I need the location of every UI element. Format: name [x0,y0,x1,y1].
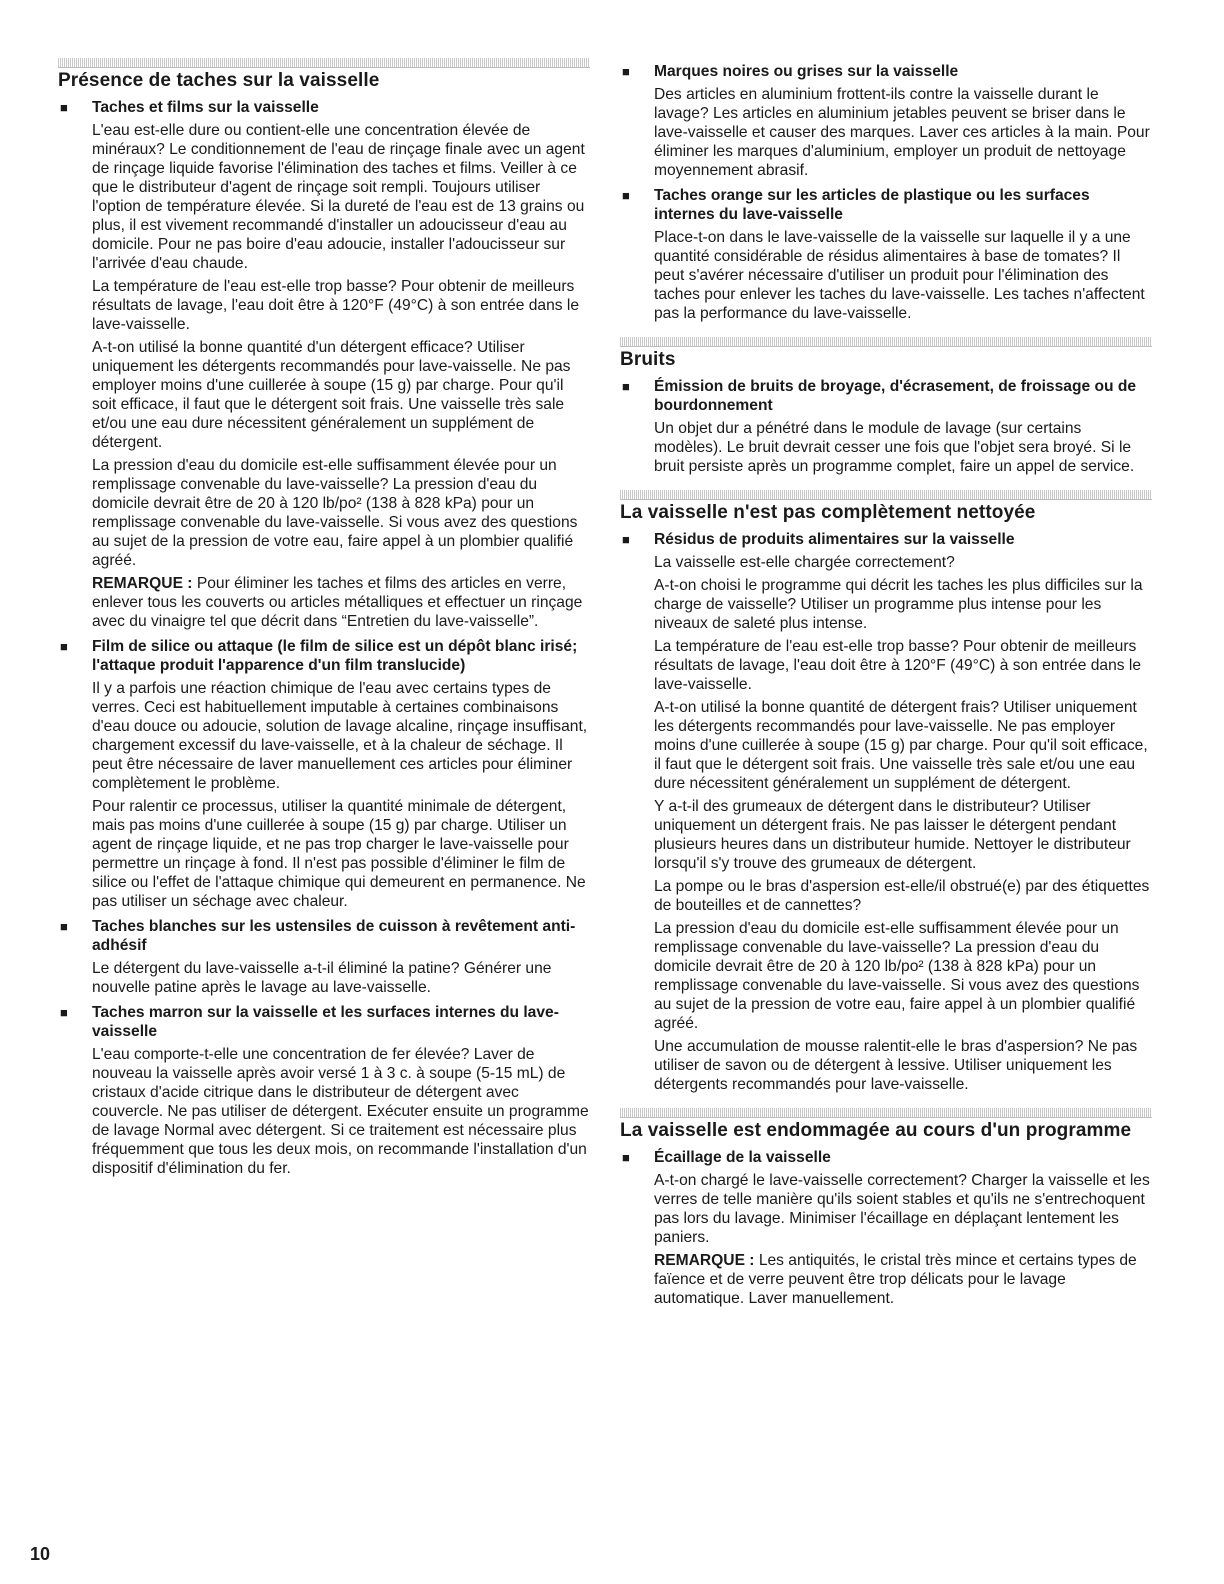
square-bullet-icon: ■ [60,100,68,115]
item-title: Émission de bruits de broyage, d'écrasement, de froissage ou de bourdonnement [654,378,1137,414]
troubleshooting-item [620,377,1152,476]
item-title: Taches blanches sur les ustensiles de cuisson à revêtement anti-adhésif [92,918,576,954]
paragraph: L'eau est-elle dure ou contient-elle une concentration élevée de minéraux? Le conditionnement de l'eau de rinçage finale avec un agent de rinçage liquide favorise l'élimination des taches et films. Veiller à ce que le distributeur d'agent de rinçage soit rempli. Toujours utiliser l'option de température élevée. Si la dureté de l'eau est de 13 grains ou plus, il est vivement recommandé d'installer un adoucisseur d'eau au domicile. Pour ne pas boire d'eau adoucie, installer l'adoucisseur sur l'arrivée d'eau chaude. [92,122,585,272]
item-heading [620,62,1152,81]
paragraph: L'eau comporte-t-elle une concentration de fer élevée? Laver de nouveau la vaisselle après avoir versé 1 à 3 c. à soupe (5-15 mL) de cristaux d'acide citrique dans le distributeur de détergent avec couvercle. Ne pas utiliser de détergent. Exécuter ensuite un programme de lavage Normal avec détergent. Si ce traitement est nécessaire plus fréquemment que tous les deux mois, on recommande l'installation d'un dispositif d'élimination du fer. [92,1046,589,1177]
section [620,490,1152,1094]
note-paragraph [654,1251,1152,1308]
paragraph: Pour ralentir ce processus, utiliser la quantité minimale de détergent, mais pas moins d'une cuillerée à soupe (15 g) par charge. Utiliser un agent de rinçage liquide, et ne pas trop charger le lave-vaisselle pour permettre un rinçage à fond. Il n'est pas possible d'éliminer le film de silice ou l'effet de l'attaque chimique qui demeurent en permanence. Ne pas utiliser un séchage avec chaleur. [92,798,586,910]
section-rule [620,337,1152,347]
item-title: Taches et films sur la vaisselle [92,99,319,116]
item-title: Film de silice ou attaque (le film de silice est un dépôt blanc irisé; l'attaque produit l'apparence d'un film translucide) [92,638,578,674]
paragraph: Y a-t-il des grumeaux de détergent dans le distributeur? Utiliser uniquement un détergent frais. Ne pas laisser le détergent pendant plusieurs heures dans un distributeur humide. Nettoyer le distributeur lorsqu'il s'y trouve des grumeaux de détergent. [654,798,1131,872]
section-title: Présence de taches sur la vaisselle [58,70,380,91]
right-column [620,58,1152,1322]
section-title: Bruits [620,349,676,370]
section-rule [58,58,590,68]
section-rule [620,490,1152,500]
paragraph: Place-t-on dans le lave-vaisselle de la vaisselle sur laquelle il y a une quantité considérable de résidus alimentaires à base de tomates? Il peut s'avérer nécessaire d'utiliser un produit pour l'élimination des taches pour enlever les taches du lave-vaisselle. Les taches n'affectent pas la performance du lave-vaisselle. [654,229,1145,322]
paragraph: A-t-on utilisé la bonne quantité de détergent frais? Utiliser uniquement les détergents recommandés pour lave-vaisselle. Ne pas employer moins d'une cuillerée à soupe (15 g) par charge. Pour qu'il soit efficace, il faut que le détergent soit frais. Une vaisselle très sale et/ou une eau dure nécessitent généralement un supplément de détergent. [654,699,1148,792]
note-label: REMARQUE : [654,1252,755,1269]
square-bullet-icon: ■ [622,532,630,547]
troubleshooting-item [620,1148,1152,1308]
item-title: Résidus de produits alimentaires sur la vaisselle [654,531,1015,548]
paragraph: La vaisselle est-elle chargée correctement? [654,554,955,571]
paragraph: Un objet dur a pénétré dans le module de lavage (sur certains modèles). Le bruit devrait cesser une fois que l'objet sera broyé. Si le bruit persiste après un programme complet, faire un appel de service. [654,420,1135,475]
paragraph: Des articles en aluminium frottent-ils contre la vaisselle durant le lavage? Les articles en aluminium jetables peuvent se briser dans le lave-vaisselle et causer des marques. Laver ces articles à la main. Pour éliminer les marques d'aluminium, employer un produit de nettoyage moyennement abrasif. [654,86,1150,179]
item-heading [58,637,590,675]
paragraph: A-t-on utilisé la bonne quantité d'un détergent efficace? Utiliser uniquement les détergents recommandés pour lave-vaisselle. Ne pas employer moins d'une cuillerée à soupe (15 g) par charge. Pour qu'il soit efficace, il faut que le détergent soit frais. Une vaisselle très sale et/ou une eau dure nécessitent généralement un supplément de détergent. [92,339,571,451]
item-title: Taches marron sur la vaisselle et les surfaces internes du lave-vaisselle [92,1004,559,1040]
note-paragraph [92,574,590,631]
troubleshooting-item [620,186,1152,323]
item-heading [58,98,590,117]
paragraph: La pression d'eau du domicile est-elle suffisamment élevée pour un remplissage convenable du lave-vaisselle? La pression d'eau du domicile devrait être de 20 à 120 lb/po² (138 à 828 kPa) pour un remplissage convenable du lave-vaisselle. Si vous avez des questions au sujet de la pression de votre eau, faire appel à un plombier qualifié agréé. [654,920,1140,1032]
note-text: Pour éliminer les taches et films des articles en verre, enlever tous les couverts ou articles métalliques et effectuer un rinçage avec du vinaigre tel que décrit dans “Entretien du lave-vaisselle”. [92,575,583,630]
paragraph: La température de l'eau est-elle trop basse? Pour obtenir de meilleurs résultats de lavage, l'eau doit être à 120°F (49°C) à son entrée dans le lave-vaisselle. [92,278,580,333]
troubleshooting-item [58,917,590,997]
item-heading [620,530,1152,549]
square-bullet-icon: ■ [622,64,630,79]
paragraph: Le détergent du lave-vaisselle a-t-il éliminé la patine? Générer une nouvelle patine après le lavage au lave-vaisselle. [92,960,552,996]
square-bullet-icon: ■ [60,639,68,654]
item-title: Taches orange sur les articles de plastique ou les surfaces internes du lave-vaisselle [654,187,1090,223]
troubleshooting-item [620,62,1152,180]
square-bullet-icon: ■ [622,188,630,203]
section [620,337,1152,476]
item-heading [58,917,590,955]
item-heading [58,1003,590,1041]
section [620,1108,1152,1308]
section-rule [620,1108,1152,1118]
note-text: Les antiquités, le cristal très mince et certains types de faïence et de verre peuvent être trop délicats pour le lavage automatique. Laver manuellement. [654,1252,1137,1307]
item-title: Écaillage de la vaisselle [654,1149,831,1166]
item-title: Marques noires ou grises sur la vaisselle [654,63,959,80]
section-continued [620,62,1152,323]
square-bullet-icon: ■ [60,919,68,934]
item-heading [620,1148,1152,1167]
troubleshooting-item [58,98,590,631]
item-heading [620,186,1152,224]
square-bullet-icon: ■ [60,1005,68,1020]
item-heading [620,377,1152,415]
section-title: La vaisselle est endommagée au cours d'un programme [620,1120,1132,1141]
paragraph: A-t-on choisi le programme qui décrit les taches les plus difficiles sur la charge de vaisselle? Utiliser un programme plus intense pour les niveaux de saleté plus intense. [654,577,1143,632]
troubleshooting-item [58,1003,590,1178]
paragraph: La pression d'eau du domicile est-elle suffisamment élevée pour un remplissage convenable du lave-vaisselle? La pression d'eau du domicile devrait être de 20 à 120 lb/po² (138 à 828 kPa) pour un remplissage convenable du lave-vaisselle. Si vous avez des questions au sujet de la pression de votre eau, faire appel à un plombier qualifié agréé. [92,457,578,569]
left-column [58,58,590,1192]
paragraph: La pompe ou le bras d'aspersion est-elle/il obstrué(e) par des étiquettes de bouteilles et de cannettes? [654,878,1150,914]
page-number: 10 [30,1544,51,1564]
square-bullet-icon: ■ [622,379,630,394]
section [58,58,590,1178]
troubleshooting-item [620,530,1152,1094]
section-title: La vaisselle n'est pas complètement nettoyée [620,502,1036,523]
note-label: REMARQUE : [92,575,193,592]
paragraph: Une accumulation de mousse ralentit-elle le bras d'aspersion? Ne pas utiliser de savon ou de détergent à lessive. Utiliser uniquement les détergents recommandés pour lave-vaisselle. [654,1038,1138,1093]
paragraph: A-t-on chargé le lave-vaisselle correctement? Charger la vaisselle et les verres de telle manière qu'ils soient stables et qu'ils ne s'entrechoquent pas lors du lavage. Minimiser l'écaillage en déplaçant lentement les paniers. [654,1172,1150,1246]
paragraph: La température de l'eau est-elle trop basse? Pour obtenir de meilleurs résultats de lavage, l'eau doit être à 120°F (49°C) à son entrée dans le lave-vaisselle. [654,638,1142,693]
square-bullet-icon: ■ [622,1150,630,1165]
troubleshooting-item [58,637,590,911]
paragraph: Il y a parfois une réaction chimique de l'eau avec certains types de verres. Ceci est habituellement imputable à certaines combinaisons d'eau douce ou adoucie, solution de lavage alcaline, rinçage insuffisant, chargement excessif du lave-vaisselle, et à la chaleur de séchage. Il peut être nécessaire de laver manuellement ces articles pour éliminer complètement le problème. [92,680,588,792]
